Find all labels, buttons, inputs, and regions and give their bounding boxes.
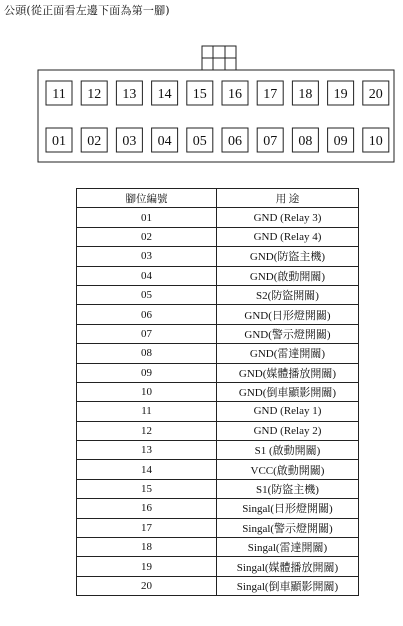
connector-pin <box>292 128 318 152</box>
table-row <box>77 324 359 343</box>
connector-pin-label: 16 <box>228 87 242 102</box>
pin-number-cell: 19 <box>77 557 217 576</box>
header-usage: 用 途 <box>217 189 359 208</box>
table-row <box>77 441 359 460</box>
pin-usage-cell: GND(日形燈開關) <box>217 305 359 324</box>
table-row <box>77 499 359 518</box>
pin-number-cell: 20 <box>77 576 217 595</box>
pin-usage-cell: GND (Relay 1) <box>217 402 359 421</box>
connector-pin <box>116 128 142 152</box>
connector-pin-label: 03 <box>122 134 137 149</box>
connector-pin-label: 20 <box>368 87 383 102</box>
pin-number-cell: 15 <box>77 479 217 498</box>
connector-pin <box>187 128 213 152</box>
pin-usage-cell: GND (Relay 4) <box>217 227 359 246</box>
pin-usage-cell: Singal(倒車顯影開關) <box>217 576 359 595</box>
pin-usage-cell: S1 (啟動開關) <box>217 441 359 460</box>
connector-pin <box>292 81 318 105</box>
pin-usage-cell: Singal(警示燈開關) <box>217 518 359 537</box>
connector-pin <box>116 81 142 105</box>
connector-pin <box>222 128 248 152</box>
pin-number-cell: 10 <box>77 382 217 401</box>
pin-number-cell: 08 <box>77 344 217 363</box>
table-row <box>77 538 359 557</box>
pin-number-cell: 06 <box>77 305 217 324</box>
connector-pin <box>81 128 107 152</box>
pin-number-cell: 03 <box>77 247 217 266</box>
pin-usage-cell: GND(防盜主機) <box>217 247 359 266</box>
pin-usage-cell: GND(倒車顯影開關) <box>217 382 359 401</box>
connector-pin <box>46 128 72 152</box>
connector-pin-label: 12 <box>87 87 102 102</box>
table-row <box>77 208 359 227</box>
connector-pin-label: 01 <box>52 134 66 149</box>
table-row <box>77 305 359 324</box>
connector-pin-label: 09 <box>333 134 348 149</box>
pin-usage-cell: GND(雷達開關) <box>217 344 359 363</box>
table-row <box>77 402 359 421</box>
pin-usage-cell: GND (Relay 3) <box>217 208 359 227</box>
connector-pin <box>328 128 354 152</box>
table-row <box>77 266 359 285</box>
table-row <box>77 344 359 363</box>
pin-number-cell: 05 <box>77 285 217 304</box>
table-row <box>77 363 359 382</box>
connector-pin-label: 15 <box>192 87 207 102</box>
connector-pin <box>222 81 248 105</box>
connector-pin-label: 02 <box>87 134 102 149</box>
connector-latch <box>202 46 236 70</box>
pin-number-cell: 13 <box>77 441 217 460</box>
table-row <box>77 421 359 440</box>
table-header-row <box>77 189 359 208</box>
connector-pin <box>81 81 107 105</box>
pin-usage-cell: S1(防盜主機) <box>217 479 359 498</box>
connector-pin-label: 14 <box>157 87 172 102</box>
connector-pin-label: 05 <box>192 134 207 149</box>
connector-pin-label: 10 <box>368 134 383 149</box>
pin-assignment-table <box>76 188 359 596</box>
pin-number-cell: 07 <box>77 324 217 343</box>
table-row <box>77 247 359 266</box>
table-row <box>77 227 359 246</box>
connector-pin-label: 13 <box>122 87 137 102</box>
connector-pin-label: 06 <box>228 134 242 149</box>
connector-pin <box>152 81 178 105</box>
connector-pin-label: 18 <box>298 87 313 102</box>
connector-pin <box>363 128 389 152</box>
table-row <box>77 518 359 537</box>
pin-number-cell: 01 <box>77 208 217 227</box>
connector-pin-label: 17 <box>263 87 278 102</box>
header-pin-number: 腳位編號 <box>77 189 217 208</box>
connector-pin-label: 04 <box>157 134 172 149</box>
pin-number-cell: 16 <box>77 499 217 518</box>
connector-pin <box>328 81 354 105</box>
pin-number-cell: 09 <box>77 363 217 382</box>
connector-pin <box>257 81 283 105</box>
pin-usage-cell: S2(防盜開關) <box>217 285 359 304</box>
table-row <box>77 557 359 576</box>
pin-usage-cell: GND(警示燈開關) <box>217 324 359 343</box>
pin-number-cell: 12 <box>77 421 217 440</box>
connector-pin-label: 08 <box>298 134 313 149</box>
table-row <box>77 382 359 401</box>
connector-pin-label: 07 <box>263 134 278 149</box>
connector-pin <box>152 128 178 152</box>
connector-pin <box>363 81 389 105</box>
connector-pin <box>257 128 283 152</box>
pin-usage-cell: GND (Relay 2) <box>217 421 359 440</box>
pin-number-cell: 11 <box>77 402 217 421</box>
pin-usage-cell: GND(媒體播放開關) <box>217 363 359 382</box>
pin-number-cell: 14 <box>77 460 217 479</box>
pin-usage-cell: VCC(啟動開關) <box>217 460 359 479</box>
pin-number-cell: 17 <box>77 518 217 537</box>
connector-pin-label: 19 <box>333 87 348 102</box>
table-row <box>77 479 359 498</box>
pin-usage-cell: Singal(媒體播放開關) <box>217 557 359 576</box>
page-heading: 公頭(從正面看左邊下面為第一腳) <box>4 4 170 17</box>
connector-pin <box>187 81 213 105</box>
pin-usage-cell: Singal(雷達開關) <box>217 538 359 557</box>
connector-pin-label: 11 <box>52 87 66 102</box>
pin-number-cell: 18 <box>77 538 217 557</box>
table-row <box>77 576 359 595</box>
pin-number-cell: 02 <box>77 227 217 246</box>
connector-pin <box>46 81 72 105</box>
table-row <box>77 460 359 479</box>
pin-number-cell: 04 <box>77 266 217 285</box>
pin-usage-cell: Singal(日形燈開關) <box>217 499 359 518</box>
pin-usage-cell: GND(啟動開關) <box>217 266 359 285</box>
connector-diagram <box>0 0 403 170</box>
table-row <box>77 285 359 304</box>
